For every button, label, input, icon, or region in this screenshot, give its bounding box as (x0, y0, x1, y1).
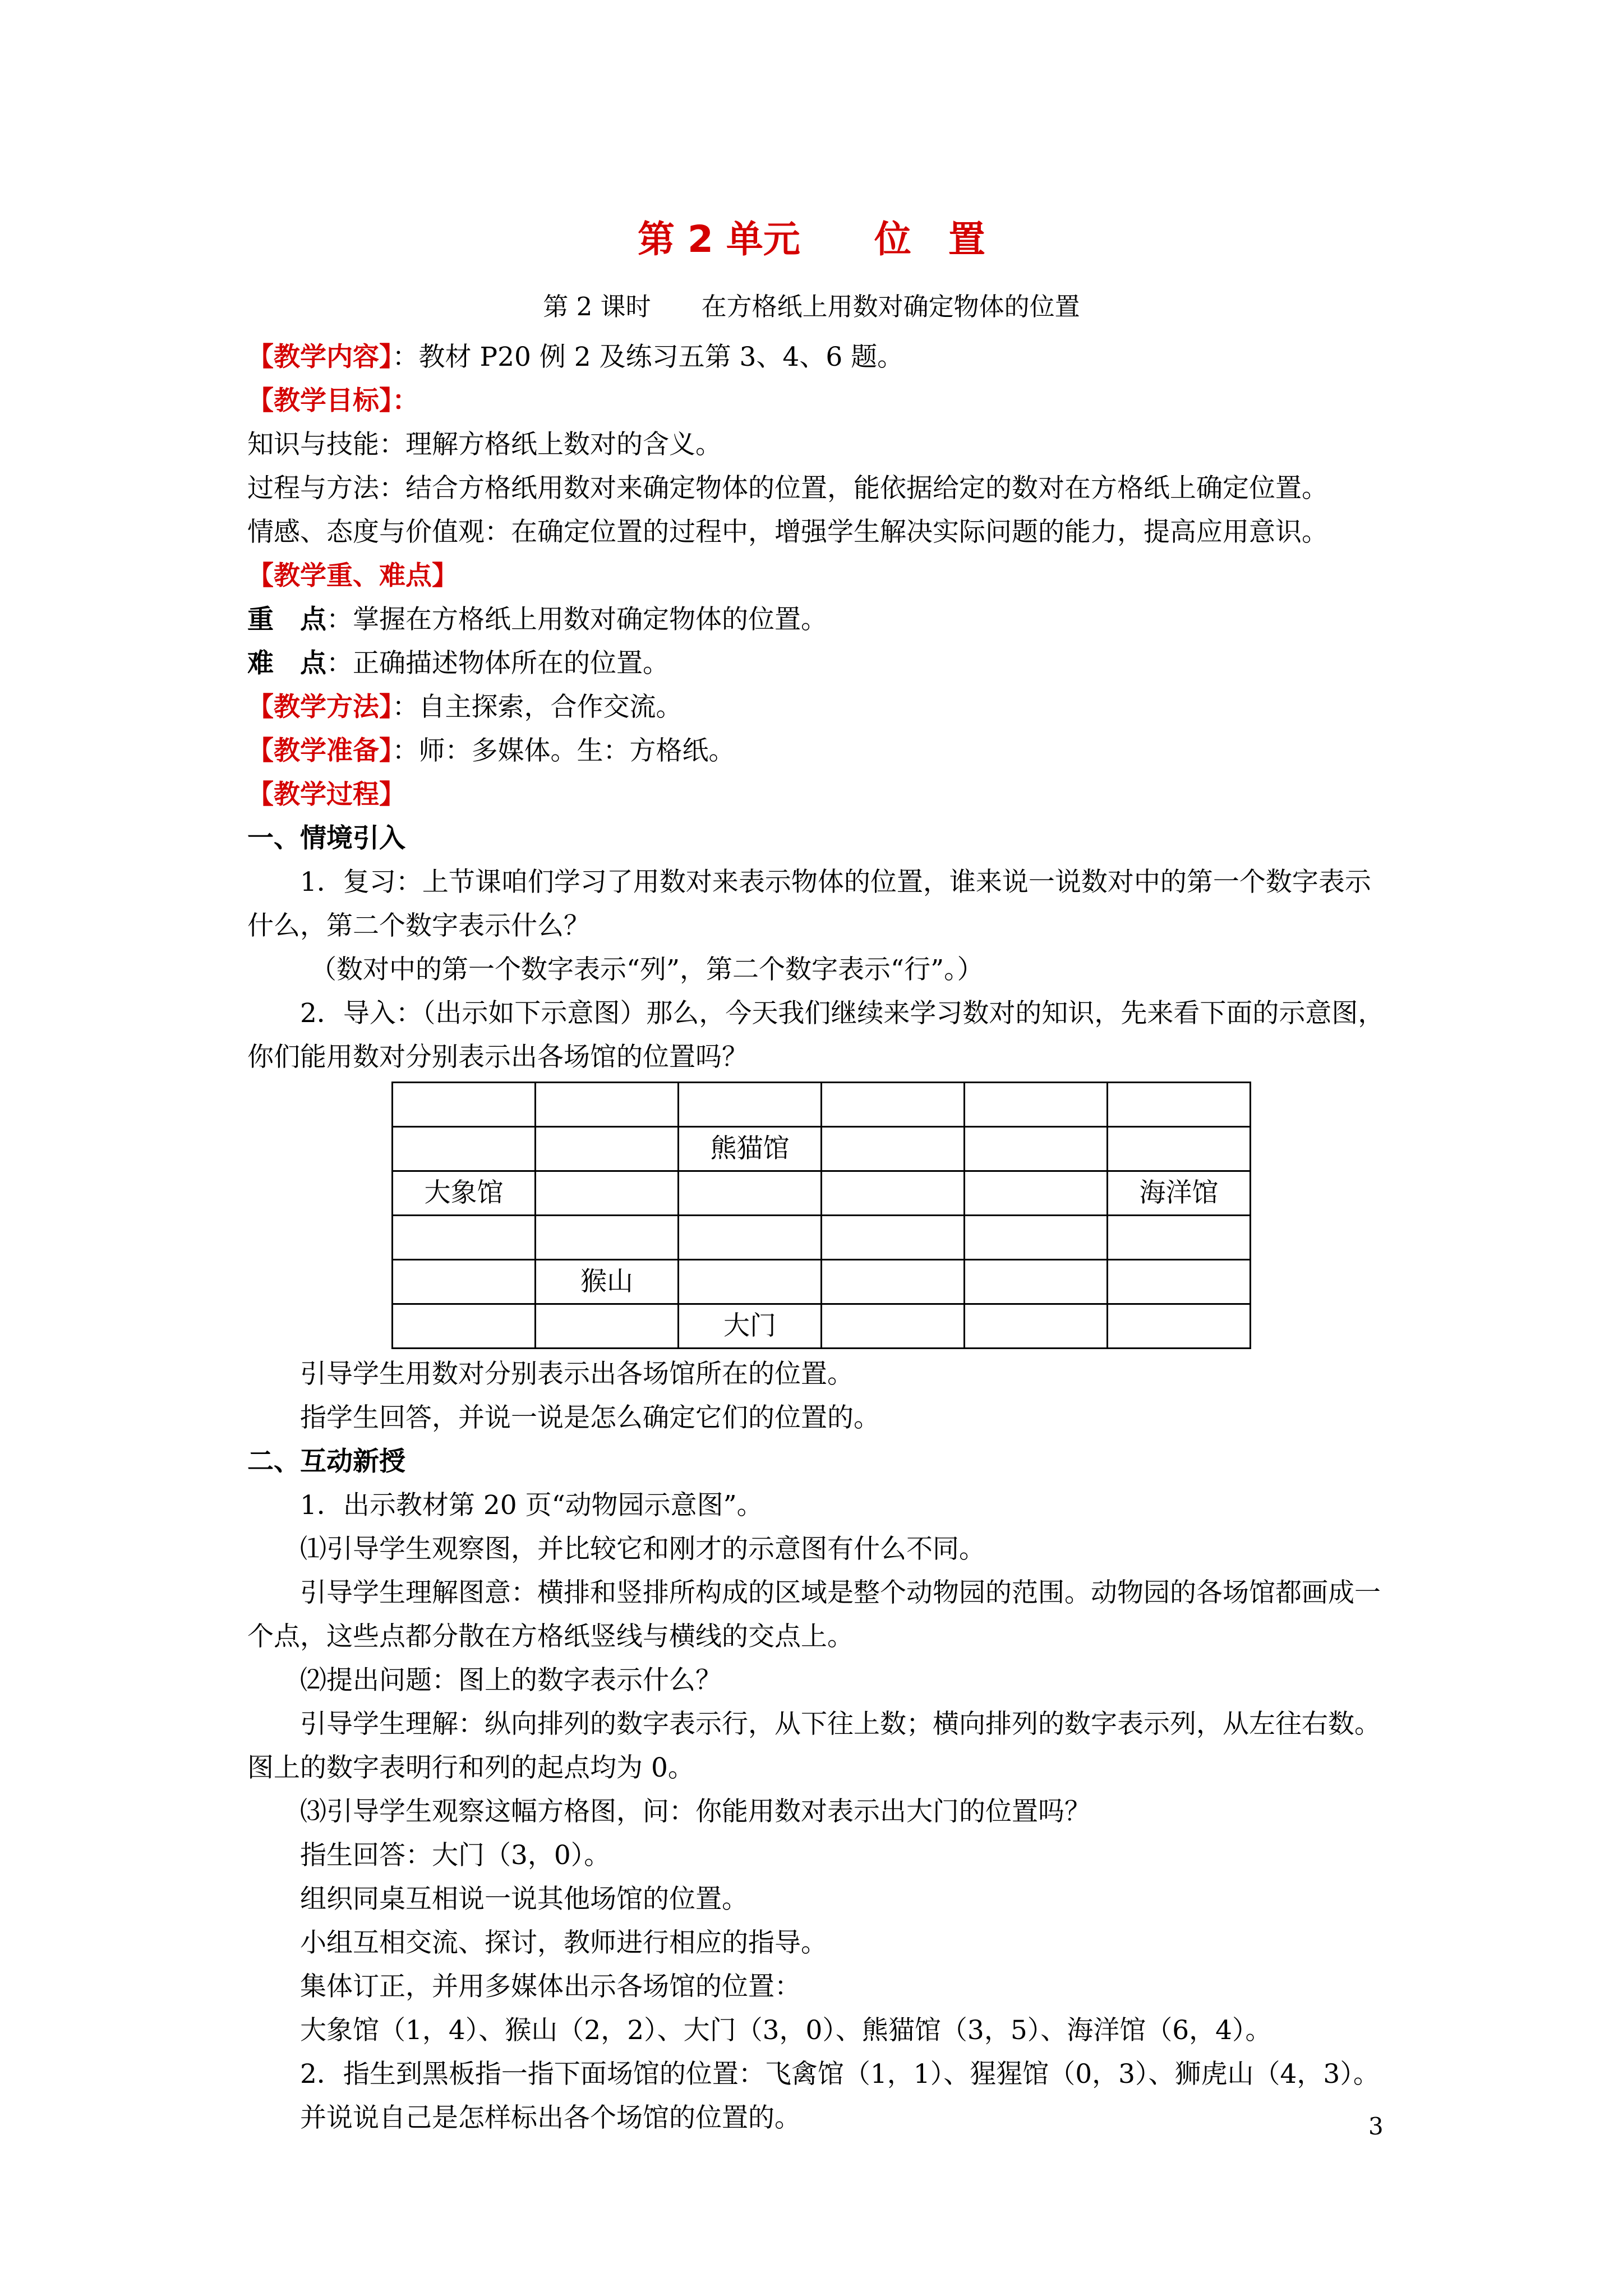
part2-line9: 小组互相交流、探讨，教师进行相应的指导。 (300, 1927, 827, 1958)
part2-line11: 大象馆（1，4）、猴山（2，2）、大门（3，0）、熊猫馆（3，5）、海洋馆（6，4）。 (300, 2015, 1272, 2046)
key-point-label: 重 点 (247, 604, 326, 635)
content-line (247, 335, 1395, 379)
difficulty-text: ：正确描述物体所在的位置。 (326, 648, 669, 679)
goal-process: 过程与方法：结合方格纸用数对来确定物体的位置，能依据给定的数对在方格纸上确定位置。 (247, 473, 1328, 504)
zoo-grid-table (391, 1082, 1251, 1349)
grid-row (393, 1127, 1251, 1171)
part1-review-answer: （数对中的第一个数字表示“列”，第二个数字表示“行”。） (310, 954, 984, 985)
method-text: ：自主探索，合作交流。 (392, 692, 683, 723)
part2-line13: 并说说自己是怎样标出各个场馆的位置的。 (300, 2102, 801, 2133)
grid-cell (393, 1083, 536, 1127)
grid-cell (393, 1260, 536, 1304)
content-label: 【教学内容】 (247, 342, 393, 372)
grid-cell (965, 1216, 1108, 1260)
part2-line10: 集体订正，并用多媒体出示各场馆的位置： (300, 1971, 801, 2002)
grid-cell (1108, 1083, 1251, 1127)
part2-line1: 1．出示教材第 20 页“动物园示意图”。 (300, 1490, 763, 1521)
grid-cell (965, 1083, 1108, 1127)
grid-cell (679, 1260, 822, 1304)
grid-cell (1108, 1260, 1251, 1304)
grid-cell (393, 1127, 536, 1171)
grid-cell (822, 1127, 965, 1171)
part2-line12: 2．指生到黑板指一指下面场馆的位置：飞禽馆（1，1）、猩猩馆（0，3）、狮虎山（4，3）。 (300, 2059, 1380, 2090)
grid-cell (822, 1304, 965, 1349)
grid-cell: 大象馆 (393, 1171, 536, 1216)
grid-cell (393, 1304, 536, 1349)
goals-colon: ： (392, 385, 419, 416)
grid-cell (536, 1171, 679, 1216)
grid-cell: 猴山 (536, 1260, 679, 1304)
part2-line3: 引导学生理解图意：横排和竖排所构成的区域是整个动物园的范围。动物园的各场馆都画成一个点，这些点都分散在方格纸竖线与横线的交点上。 (247, 1577, 1381, 1652)
goal-attitude: 情感、态度与价值观：在确定位置的过程中，增强学生解决实际问题的能力，提高应用意识。 (247, 517, 1328, 547)
part2-line2: ⑴引导学生观察图，并比较它和刚才的示意图有什么不同。 (300, 1534, 985, 1565)
grid-cell (679, 1083, 822, 1127)
goal-knowledge: 知识与技能：理解方格纸上数对的含义。 (247, 429, 722, 460)
part2-line4: ⑵提出问题：图上的数字表示什么？ (300, 1665, 722, 1696)
grid-cell (536, 1304, 679, 1349)
grid-row (393, 1216, 1251, 1260)
part2-line5: 引导学生理解：纵向排列的数字表示行，从下往上数；横向排列的数字表示列，从左往右数。图上的数字表明行和列的起点均为 0。 (247, 1709, 1381, 1783)
grid-cell: 熊猫馆 (679, 1127, 822, 1171)
prep-line (247, 729, 1395, 773)
part1-heading: 一、情境引入 (247, 823, 405, 854)
grid-cell (536, 1216, 679, 1260)
part1-review: 1．复习：上节课咱们学习了用数对来表示物体的位置，谁来说一说数对中的第一个数字表示什么，第二个数字表示什么？ (247, 867, 1371, 941)
part2-line8: 组织同桌互相说一说其他场馆的位置。 (300, 1884, 748, 1915)
difficulty-label: 难 点 (247, 648, 326, 679)
grid-cell (1108, 1127, 1251, 1171)
part1-intro: 2．导入：（出示如下示意图）那么，今天我们继续来学习数对的知识，先来看下面的示意图，你们能用数对分别表示出各场馆的位置吗？ (247, 998, 1385, 1073)
part1-after1: 引导学生用数对分别表示出各场馆所在的位置。 (300, 1359, 854, 1389)
grid-cell (822, 1216, 965, 1260)
unit-title: 第 2 单元 位 置 (638, 218, 985, 261)
grid-cell: 海洋馆 (1108, 1171, 1251, 1216)
key-point-line (247, 598, 1395, 642)
grid-cell (965, 1127, 1108, 1171)
process-heading: 【教学过程】 (247, 779, 405, 810)
part2-heading: 二、互动新授 (247, 1446, 405, 1477)
prep-label: 【教学准备】 (247, 735, 393, 766)
grid-cell (822, 1083, 965, 1127)
grid-row (393, 1171, 1251, 1216)
document-body (247, 335, 1395, 2140)
part2-line6: ⑶引导学生观察这幅方格图，问：你能用数对表示出大门的位置吗？ (300, 1796, 1091, 1827)
grid-row (393, 1083, 1251, 1127)
key-heading: 【教学重、难点】 (247, 560, 458, 591)
grid-cell (1108, 1216, 1251, 1260)
grid-cell (965, 1304, 1108, 1349)
part2-line7: 指生回答：大门（3，0）。 (300, 1840, 611, 1871)
grid-cell (393, 1216, 536, 1260)
prep-text: ：师：多媒体。生：方格纸。 (392, 735, 735, 766)
grid-cell (822, 1171, 965, 1216)
grid-cell (679, 1216, 822, 1260)
method-label: 【教学方法】 (247, 692, 393, 723)
goals-heading (247, 379, 1395, 423)
lesson-title: 第 2 课时 在方格纸上用数对确定物体的位置 (543, 292, 1080, 321)
content-text: ：教材 P20 例 2 及练习五第 3、4、6 题。 (392, 342, 904, 372)
grid-cell: 大门 (679, 1304, 822, 1349)
method-line (247, 685, 1395, 729)
grid-cell (536, 1127, 679, 1171)
page-number: 3 (1368, 2113, 1384, 2140)
grid-cell (536, 1083, 679, 1127)
grid-cell (1108, 1304, 1251, 1349)
part1-after2: 指学生回答，并说一说是怎么确定它们的位置的。 (300, 1402, 880, 1433)
goals-label: 【教学目标】 (247, 385, 393, 416)
grid-cell (965, 1260, 1108, 1304)
grid-cell (965, 1171, 1108, 1216)
difficulty-line (247, 642, 1395, 685)
grid-cell (822, 1260, 965, 1304)
grid-row (393, 1304, 1251, 1349)
grid-row (393, 1260, 1251, 1304)
key-point-text: ：掌握在方格纸上用数对确定物体的位置。 (326, 604, 827, 635)
grid-cell (679, 1171, 822, 1216)
